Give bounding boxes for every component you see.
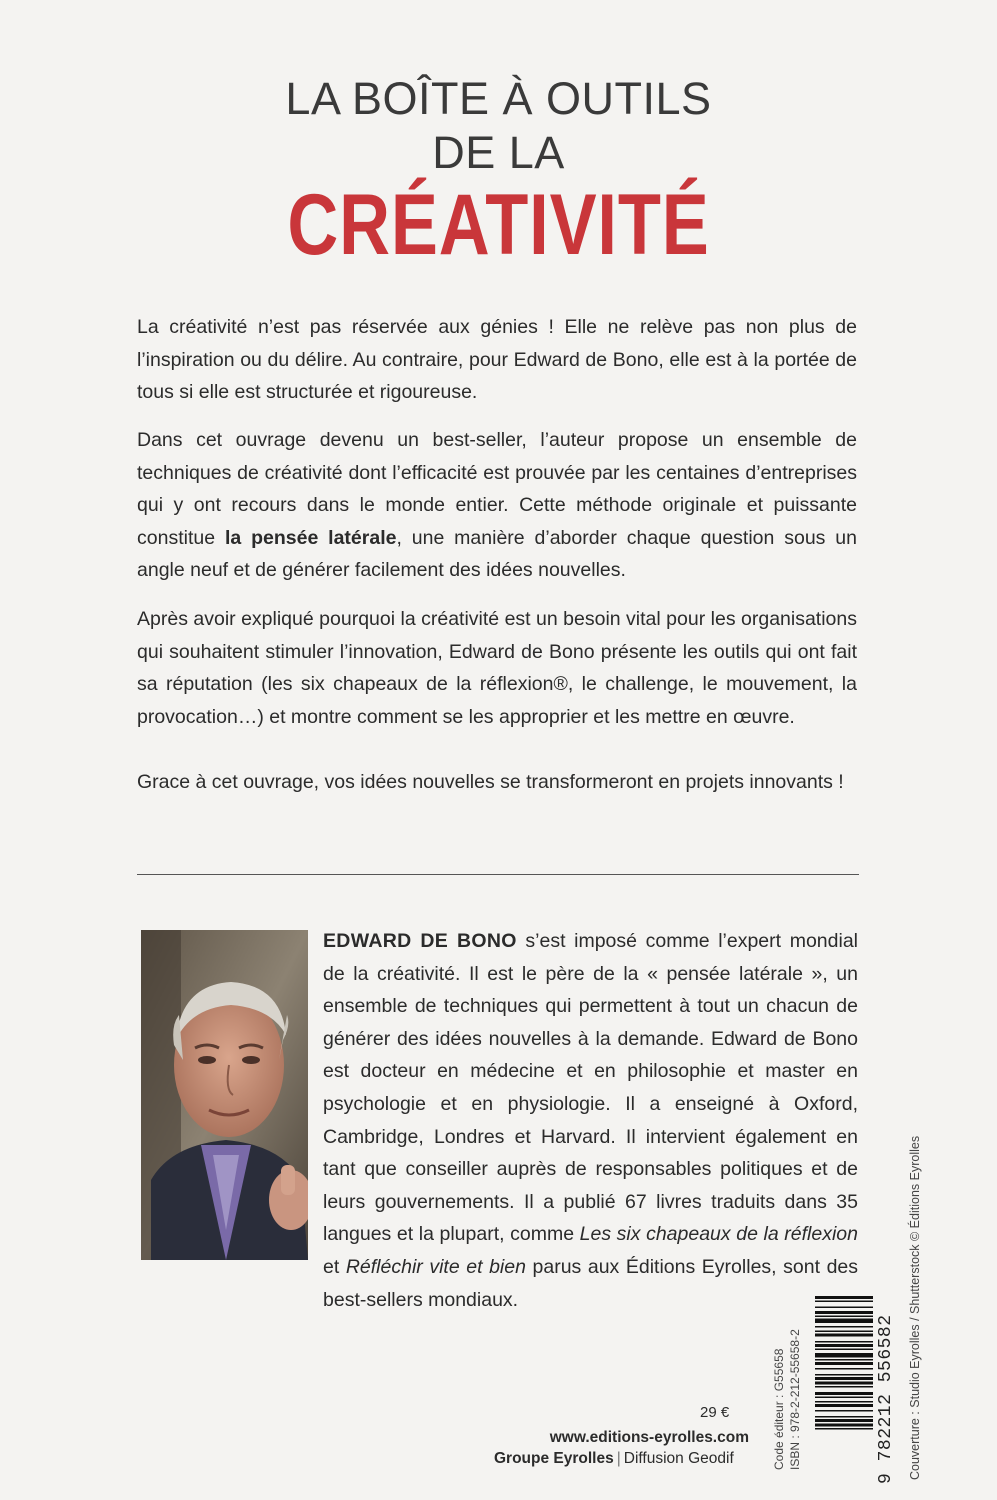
paragraph-conclusion: Grace à cet ouvrage, vos idées nouvelles se transformeront en projets innovants ! (137, 771, 844, 793)
barcode-digits: 9 782212 556582 (876, 1314, 896, 1484)
bio-text-1: s’est imposé comme l’expert mondial de la créativité. Il est le père de la « pensée latérale », un ensemble de techniques qui permettent à tout un chacun de générer des idées nouvelles à la demande. Edward de Bono est docteur en médecine et en philosophie et master en psychologie et en physiologie. Il a enseigné à Oxford, Cambridge, Londres et Harvard. Il intervient également en tant que conseiller auprès de responsables politiques et de leurs gouvernements. Il a publié 67 livres traduits dans 35 langues et la plupart, comme (323, 930, 858, 1246)
divider-line (137, 874, 859, 875)
title-line-1: LA BOÎTE À OUTILS (285, 73, 712, 124)
author-name: EDWARD DE BONO (323, 930, 517, 952)
publisher-group: Groupe Eyrolles (494, 1450, 614, 1467)
book-title-2: Réfléchir vite et bien (345, 1255, 526, 1278)
paragraph-method-bold: la pensée latérale (224, 526, 397, 549)
distributor: Diffusion Geodif (623, 1450, 734, 1467)
author-biography (323, 925, 858, 1316)
paragraph-method-text-b: , une manière d’aborder chaque question sous un angle neuf et de générer facilement des idées nouvelles. (137, 526, 858, 581)
publisher-website: www.editions-eyrolles.com (549, 1429, 749, 1446)
bio-text-3: parus aux Éditions Eyrolles, sont des best-sellers mondiaux. (323, 1255, 859, 1311)
paragraph-tools: Après avoir expliqué pourquoi la créativité est un besoin vital pour les organisations qui souhaitent stimuler l’innovation, Edward de Bono présente les outils qui ont fait sa réputation (les six chapeaux de la réflexion®, le challenge, le mouvement, la provocation…) et montre comment se les approprier et les mettre en œuvre. (137, 608, 857, 728)
publisher-separator: | (616, 1450, 621, 1467)
title-main-word: CRÉATIVITÉ (287, 177, 710, 273)
book-title-1: Les six chapeaux de la réflexion (579, 1223, 858, 1246)
paragraph-intro: La créativité n’est pas réservée aux génies ! Elle ne relève pas non plus de l’inspiration ou du délire. Au contraire, pour Edward de Bono, elle est à la portée de tous si elle est structurée et rigoureuse. (137, 316, 857, 403)
title-line-2: DE LA (432, 127, 565, 178)
cover-credit: Couverture : Studio Eyrolles / Shutterstock © Éditions Eyrolles (908, 1135, 922, 1480)
price: 29 € (700, 1404, 730, 1421)
paragraph-method (137, 424, 857, 587)
bio-text-2: et (323, 1255, 346, 1278)
paragraph-method-text-a: Dans cet ouvrage devenu un best-seller, l’auteur propose un ensemble de techniques de créativité dont l’efficacité est prouvée par les centaines d’entreprises qui y ont recours dans le monde entier. Cette méthode originale et puissante constitue (137, 429, 857, 549)
publisher-code: Code éditeur : G55658 (772, 1348, 786, 1470)
isbn: ISBN : 978-2-212-55658-2 (788, 1329, 802, 1470)
publisher-line (494, 1450, 734, 1468)
author-photo (141, 930, 308, 1260)
